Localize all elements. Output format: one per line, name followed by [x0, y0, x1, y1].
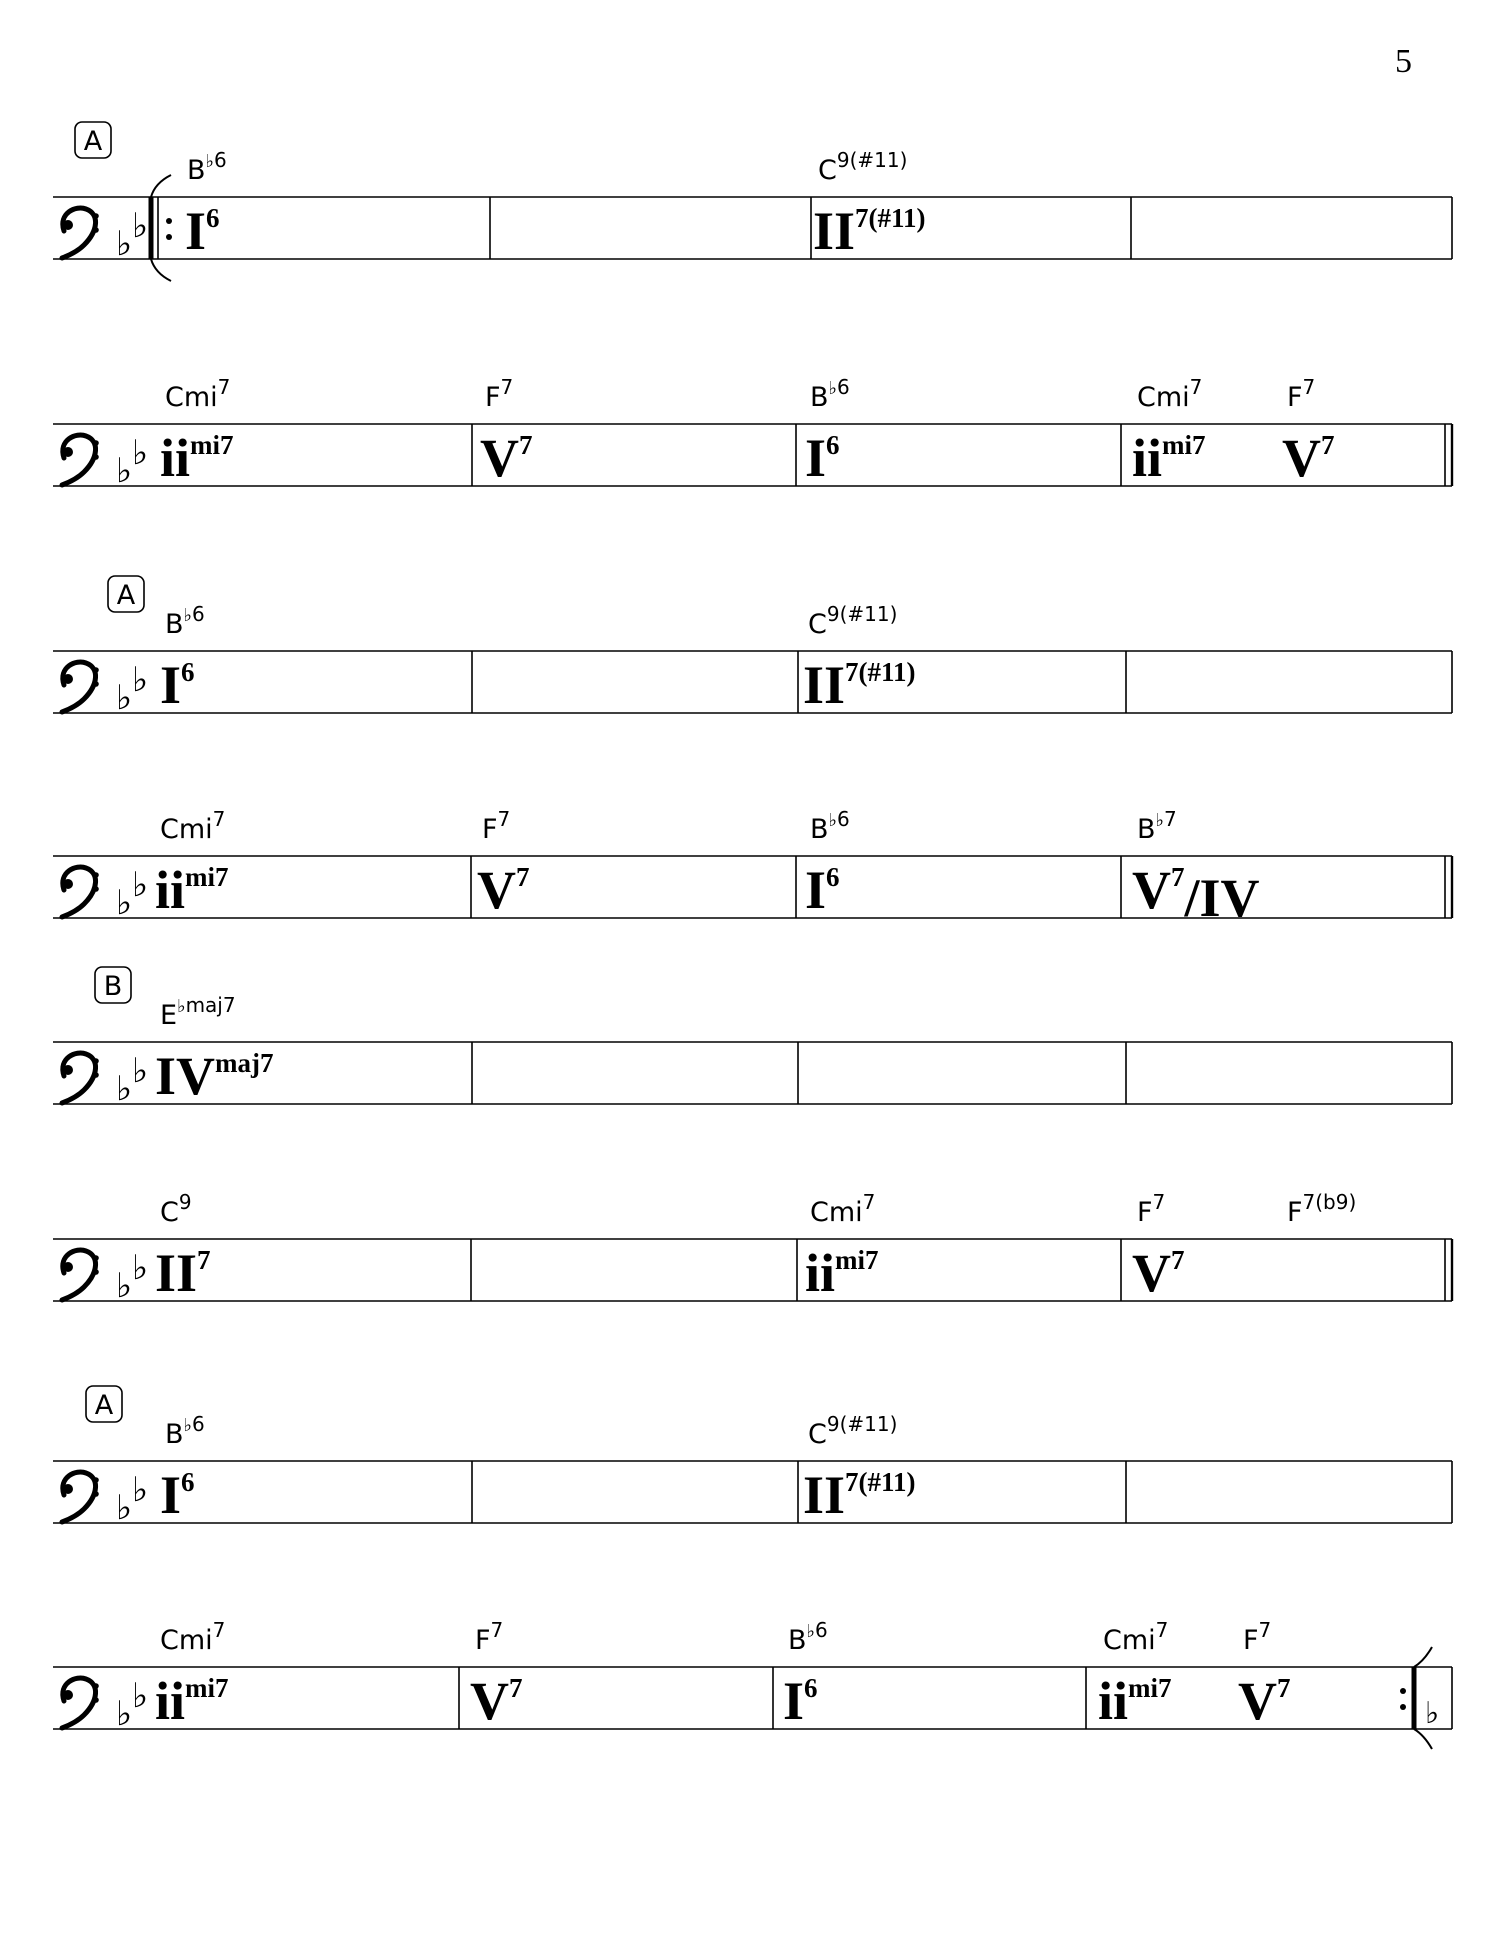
flat-icon: ♭ — [116, 1266, 133, 1306]
flat-icon: ♭ — [116, 883, 133, 923]
roman-numeral: $ii^{mi7}$ — [1098, 1671, 1172, 1731]
chord-symbol: B♭7 — [1137, 807, 1177, 845]
flat-icon: ♭ — [116, 224, 133, 264]
measure — [477, 807, 530, 920]
bass-clef-icon — [62, 1472, 99, 1522]
key-signature-two-flats — [116, 1051, 148, 1109]
bass-clef-icon — [62, 1053, 99, 1103]
flat-icon: ♭ — [132, 660, 149, 700]
chord-symbol: $F^7$ — [1287, 375, 1316, 413]
staff-system — [53, 807, 1452, 928]
chord-symbol: Cmi$^7$ — [160, 1618, 226, 1656]
roman-numeral: $V^7$ — [470, 1671, 523, 1731]
chord-symbol: B♭6 — [187, 148, 227, 186]
flat-icon: ♭ — [132, 1470, 149, 1510]
measure — [155, 807, 229, 920]
chord-symbol: $F^7$ — [485, 375, 514, 413]
chord-accidental: ♭ — [183, 1415, 193, 1436]
chord-accidental: ♭ — [828, 810, 838, 831]
staff-system — [53, 967, 1452, 1109]
measure — [1132, 1190, 1356, 1303]
chord-symbol: $C^{9(\#11)}$ — [808, 602, 898, 640]
chord-symbol: Cmi$^7$ — [1137, 375, 1203, 413]
rehearsal-mark-letter: A — [83, 126, 103, 157]
chord-symbol: $C^{9(\#11)}$ — [818, 148, 908, 186]
rehearsal-mark — [108, 576, 144, 612]
chord-symbol: B♭6 — [165, 602, 205, 640]
measure — [813, 148, 926, 261]
measure — [160, 602, 205, 715]
flat-icon: ♭ — [116, 451, 133, 491]
roman-numeral: $II^{7(\#11)}$ — [813, 201, 926, 261]
flat-icon: ♭ — [132, 206, 149, 246]
chord-symbol: Cmi$^7$ — [160, 807, 226, 845]
measure — [480, 375, 533, 488]
flat-icon: ♭ — [116, 678, 133, 718]
roman-numeral: $I^6$ — [160, 1465, 195, 1525]
flat-icon: ♭ — [116, 1069, 133, 1109]
roman-numeral: $V^7$ — [480, 428, 533, 488]
measure — [185, 148, 227, 261]
key-signature-two-flats — [116, 1676, 148, 1734]
flat-icon: ♭ — [1425, 1696, 1440, 1731]
roman-numeral: $V^7$ — [1132, 1243, 1185, 1303]
roman-numeral: $ii^{mi7}$ — [155, 860, 229, 920]
chord-accidental: ♭ — [177, 996, 186, 1017]
measure — [805, 807, 850, 920]
bass-clef-icon — [62, 1250, 99, 1300]
measure — [783, 1618, 828, 1731]
chord-symbol: Cmi$^7$ — [165, 375, 231, 413]
bass-clef-icon — [62, 867, 99, 917]
staff-system — [53, 1386, 1452, 1528]
chord-symbol: $F^7$ — [475, 1618, 504, 1656]
chord-accidental: ♭ — [1155, 810, 1165, 831]
rehearsal-mark — [95, 967, 131, 1003]
key-signature-two-flats — [116, 433, 148, 491]
measure — [1132, 375, 1335, 488]
roman-numeral: $ii^{mi7}$ — [155, 1671, 229, 1731]
flat-icon: ♭ — [132, 1676, 149, 1716]
bass-clef-icon — [62, 435, 99, 485]
roman-numeral: $I^6$ — [783, 1671, 818, 1731]
roman-numeral: $V^7/IV$ — [1132, 860, 1260, 928]
roman-numeral: $I^6$ — [805, 428, 840, 488]
flat-icon: ♭ — [132, 433, 149, 473]
flat-icon: ♭ — [132, 1248, 149, 1288]
chord-symbol: B♭6 — [810, 807, 850, 845]
measure — [155, 993, 274, 1106]
measure — [803, 602, 916, 715]
rehearsal-mark-letter: A — [116, 580, 136, 611]
roman-numeral: $IV^{maj7}$ — [155, 1046, 274, 1106]
repeat-start-sign — [151, 175, 172, 281]
chord-accidental: ♭ — [806, 1621, 816, 1642]
chord-symbol: B♭6 — [810, 375, 850, 413]
measure — [805, 375, 850, 488]
key-signature-two-flats — [116, 660, 148, 718]
chord-symbol: Cmi$^7$ — [1103, 1618, 1169, 1656]
staff-system — [53, 1190, 1452, 1306]
roman-numeral: $I^6$ — [805, 860, 840, 920]
staff-system — [53, 1618, 1452, 1749]
bass-clef-icon — [62, 662, 99, 712]
chord-accidental: ♭ — [205, 151, 215, 172]
roman-numeral: $II^{7(\#11)}$ — [803, 655, 916, 715]
chord-symbol: $F^7$ — [1137, 1190, 1166, 1228]
systems — [53, 122, 1452, 1749]
repeat-end-sign — [1400, 1647, 1452, 1749]
bass-clef-icon — [62, 208, 99, 258]
key-signature-two-flats — [116, 1470, 148, 1528]
chord-symbol: E♭maj7 — [160, 993, 236, 1031]
chord-symbol: $F^7$ — [1243, 1618, 1272, 1656]
chord-symbol: $C^{9(\#11)}$ — [808, 1412, 898, 1450]
roman-numeral: $V^7$ — [477, 860, 530, 920]
key-signature-two-flats — [116, 1248, 148, 1306]
roman-numeral: $I^6$ — [160, 655, 195, 715]
rehearsal-mark — [75, 122, 111, 158]
chord-symbol: B♭6 — [788, 1618, 828, 1656]
measure — [160, 1412, 205, 1525]
chord-symbol: $F^7$ — [482, 807, 511, 845]
measure — [155, 1618, 229, 1731]
roman-numeral: $ii^{mi7}$ — [160, 428, 234, 488]
rehearsal-mark-letter: A — [94, 1390, 114, 1421]
chord-symbol: $C^9$ — [160, 1190, 192, 1228]
measure — [1098, 1618, 1291, 1731]
rehearsal-mark — [86, 1386, 122, 1422]
roman-numeral: $V^7$ — [1282, 428, 1335, 488]
staff-system — [53, 375, 1452, 491]
roman-numeral: $ii^{mi7}$ — [805, 1243, 879, 1303]
rehearsal-mark-letter: B — [103, 971, 123, 1002]
roman-numeral: $II^{7(\#11)}$ — [803, 1465, 916, 1525]
roman-numeral: $I^6$ — [185, 201, 220, 261]
staff-system — [53, 576, 1452, 718]
measure — [805, 1190, 879, 1303]
chord-symbol: $F^{7(b9)}$ — [1287, 1190, 1357, 1228]
flat-icon: ♭ — [132, 1051, 149, 1091]
staff-system — [53, 122, 1452, 281]
measure — [155, 1190, 211, 1303]
measure — [803, 1412, 916, 1525]
flat-icon: ♭ — [132, 865, 149, 905]
measure — [160, 375, 234, 488]
key-signature-two-flats — [116, 206, 148, 264]
chord-accidental: ♭ — [828, 378, 838, 399]
key-signature-two-flats — [116, 865, 148, 923]
chord-symbol: Cmi$^7$ — [810, 1190, 876, 1228]
bass-clef-icon — [62, 1678, 99, 1728]
chord-symbol: B♭6 — [165, 1412, 205, 1450]
flat-icon: ♭ — [116, 1694, 133, 1734]
measure — [470, 1618, 523, 1731]
roman-numeral: $ii^{mi7}$ — [1132, 428, 1206, 488]
page-number: 5 — [1395, 43, 1412, 80]
flat-icon: ♭ — [116, 1488, 133, 1528]
chord-accidental: ♭ — [183, 605, 193, 626]
roman-numeral: $V^7$ — [1238, 1671, 1291, 1731]
measure — [1132, 807, 1260, 928]
roman-numeral: $II^7$ — [155, 1243, 211, 1303]
